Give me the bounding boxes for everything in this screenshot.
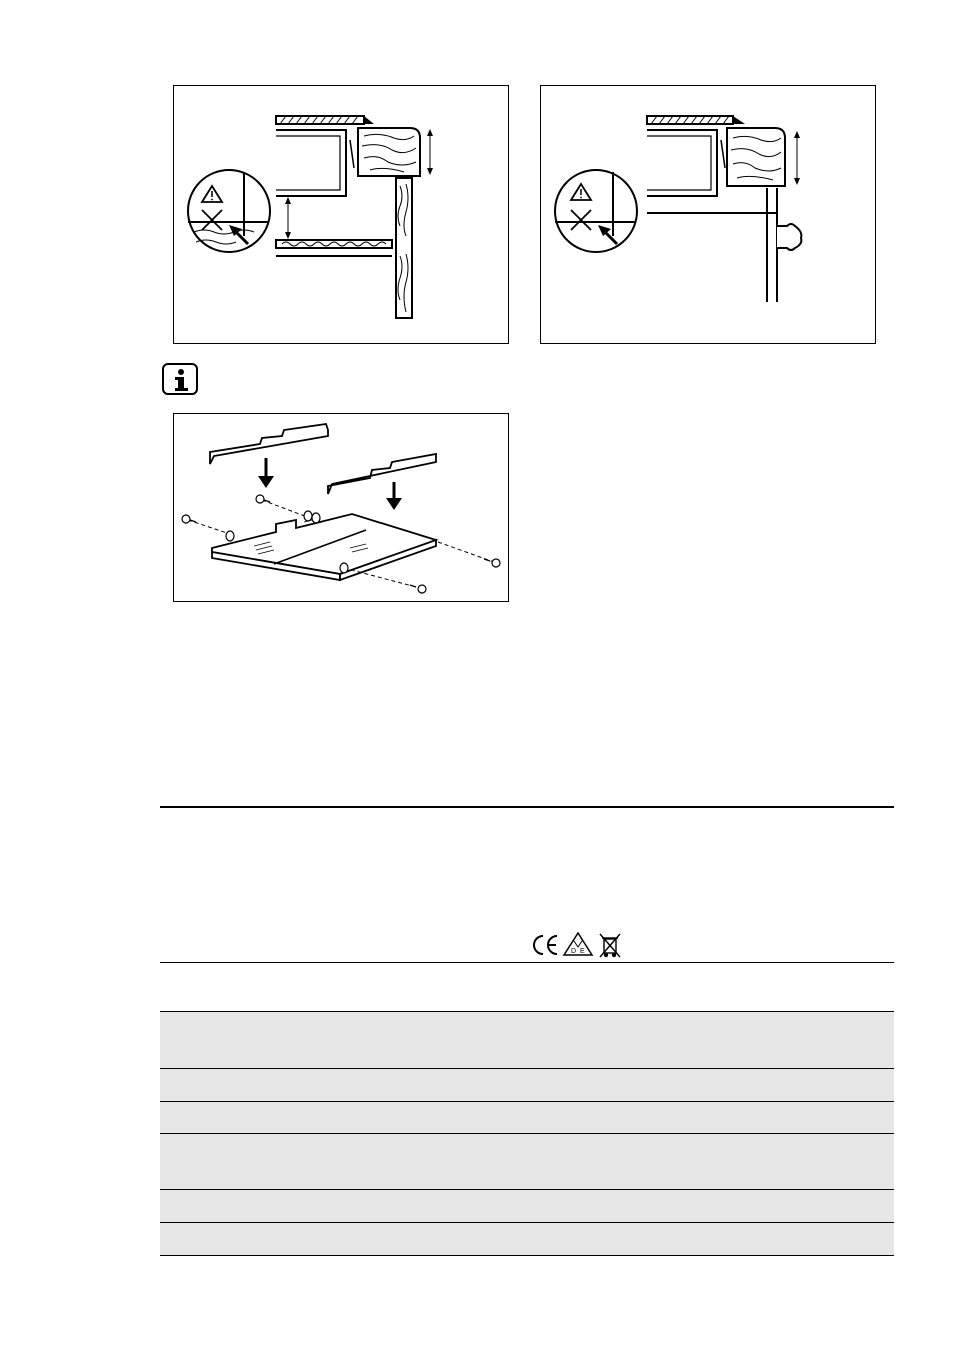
certification-marks: [528, 929, 628, 961]
table-row: [160, 1134, 894, 1190]
section-divider: [160, 806, 894, 808]
bracket-assembly-diagram: [174, 414, 510, 603]
weee-bin-icon: [600, 934, 620, 957]
oven-knob-icon: [777, 224, 801, 250]
table-row: [160, 1190, 894, 1223]
drawer-clearance-diagram: [174, 86, 510, 345]
installation-figure-oven: [540, 85, 876, 344]
ce-mark-icon: [534, 936, 557, 954]
svg-text:E: E: [580, 948, 585, 955]
info-icon: [162, 363, 198, 395]
table-row: [160, 1102, 894, 1134]
bracket-assembly-figure: [173, 413, 509, 602]
vde-mark-icon: [564, 933, 592, 955]
arrow-down-icon: [386, 498, 402, 510]
arrow-down-icon: [258, 476, 274, 488]
table-row: [160, 1012, 894, 1069]
table-row: [160, 963, 894, 1012]
table-row: [160, 1069, 894, 1102]
table-row: [160, 1223, 894, 1256]
oven-clearance-diagram: [541, 86, 877, 345]
installation-figure-drawer: [173, 85, 509, 344]
svg-text:D: D: [571, 948, 577, 955]
